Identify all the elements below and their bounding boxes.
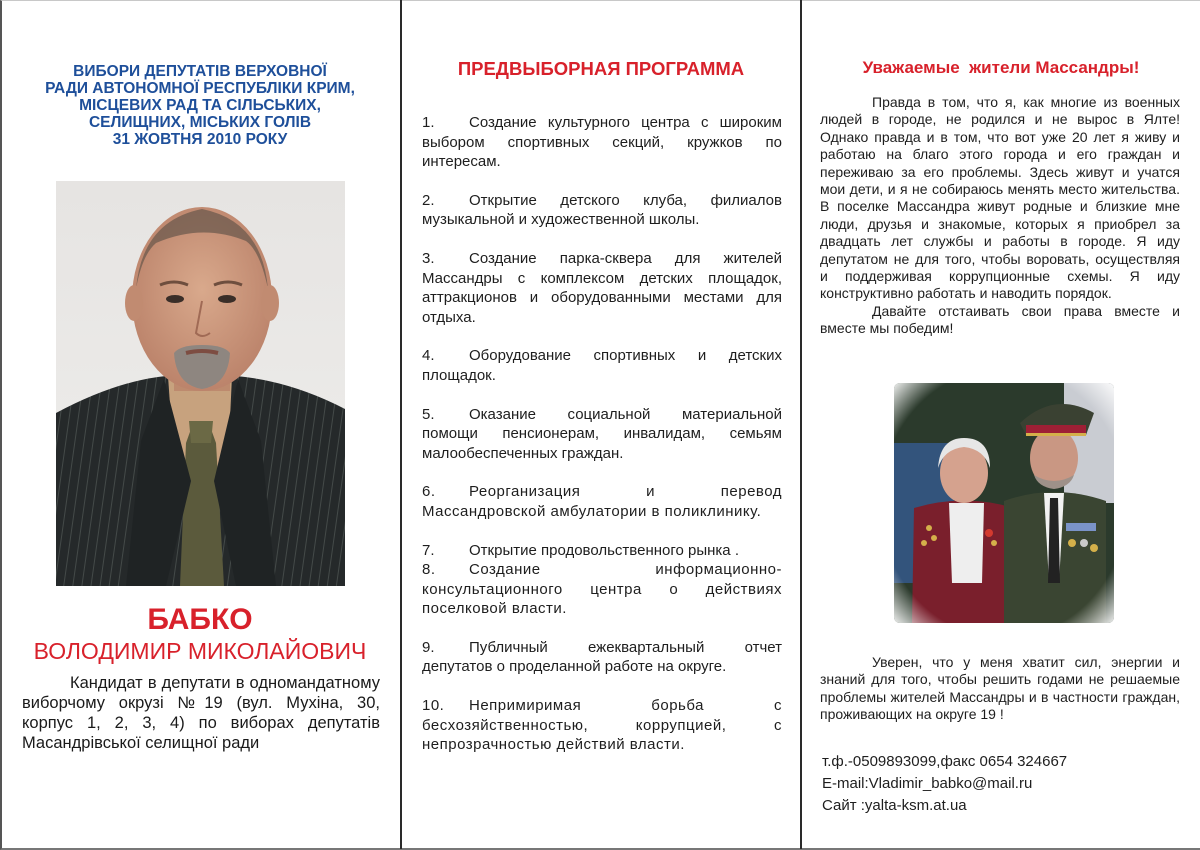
candidate-description: Кандидат в депутати в одномандатному виборчому окрузі №19 (вул. Мухіна, 30, корпус 1, 2, 3, 4) по виборах депутатів Масандрівської селищної ради: [22, 674, 380, 752]
program-item-8: 8. Создание информационно-консультационного центра о действиях поселковой власти.: [422, 561, 782, 618]
panel-program: [402, 0, 800, 849]
candidate-first-names: ВОЛОДИМИР МИКОЛАЙОВИЧ: [33, 638, 367, 664]
contact-email[interactable]: E-mail:Vladimir_babko@mail.ru: [822, 775, 1033, 792]
letter-paragraph-1: Правда в том, что я, как многие из военных людей в городе, не родился и не вырос в Ялте! Однако правда и в том, что вот уже 20 лет я живу и работаю на благо этого города и его граждан и переживаю за его проблемы. Здесь живут и учатся мои дети, и я не собираюсь менять место жительства. В поселке Массандра живут родные и близкие мне люди, друзья и знакомые, которых я приобрел за двадцать лет службы и работы в городе. Я иду депутатом не для того, чтобы воровать, осуществляя и поддерживая коррупционные схемы. Я иду конструктивно работать и наводить порядок.: [820, 94, 1180, 302]
closing-statement: Уверен, что у меня хватит сил, энергии и знаний для того, чтобы решить годами не решаемые проблемы жителей Массандры и в частности граждан, проживающих на округе 19 !: [820, 654, 1180, 723]
program-title: ПРЕДВЫБОРНАЯ ПРОГРАММА: [457, 58, 745, 79]
program-item-10: 10. Непримиримая борьба с бесхозяйственностью, коррупцией, с непрозрачностью действий власти.: [422, 697, 782, 754]
letter-body: [820, 94, 1180, 338]
panel-address: [802, 0, 1200, 849]
greeting-heading: Уважаемые жители Массандры!: [862, 58, 1140, 77]
panel-candidate: [0, 0, 400, 849]
contact-phone: т.ф.-0509893099,факс 0654 324667: [822, 753, 1068, 770]
program-item-4: 4. Оборудование спортивных и детских площадок.: [422, 347, 782, 384]
program-item-7: 7. Открытие продовольственного рынка .: [422, 541, 739, 559]
program-item-9: 9. Публичный ежеквартальный отчет депутатов о проделанной работе на округе.: [422, 638, 782, 676]
program-item-2: 2. Открытие детского клуба, филиалов музыкальной и художественной школы.: [422, 191, 782, 229]
veteran-photo: [894, 383, 1114, 623]
program-item-1: 1. Создание культурного центра с широким выбором спортивных секций, кружков по интересам.: [422, 114, 782, 171]
program-list: [422, 113, 782, 774]
program-item-5: 5. Оказание социальной материальной помощи пенсионерам, инвалидам, семьям малообеспеченных граждан.: [422, 405, 782, 462]
program-item-6: 6. Реорганизация и перевод Массандровской амбулатории в поликлинику.: [422, 483, 782, 520]
candidate-last-name: БАБКО: [147, 603, 253, 636]
contact-website[interactable]: Сайт :yalta-ksm.at.ua: [822, 797, 967, 814]
candidate-portrait: [56, 181, 345, 586]
election-title: ВИБОРИ ДЕПУТАТІВ ВЕРХОВНОЇ РАДИ АВТОНОМНОЇ РЕСПУБЛІКИ КРИМ, МІСЦЕВИХ РАД ТА СІЛЬСЬКИХ, СЕЛИЩНИХ, МІСЬКИХ ГОЛІВ 31 ЖОВТНЯ 2010 РОКУ: [45, 63, 355, 148]
program-item-3: 3. Создание парка-сквера для жителей Массандры с комплексом детских площадок, аттракционов и оборудованными местами для отдыха.: [422, 249, 782, 326]
contact-block: [822, 751, 1067, 817]
letter-paragraph-2: Давайте отстаивать свои права вместе и вместе мы победим!: [820, 302, 1180, 337]
